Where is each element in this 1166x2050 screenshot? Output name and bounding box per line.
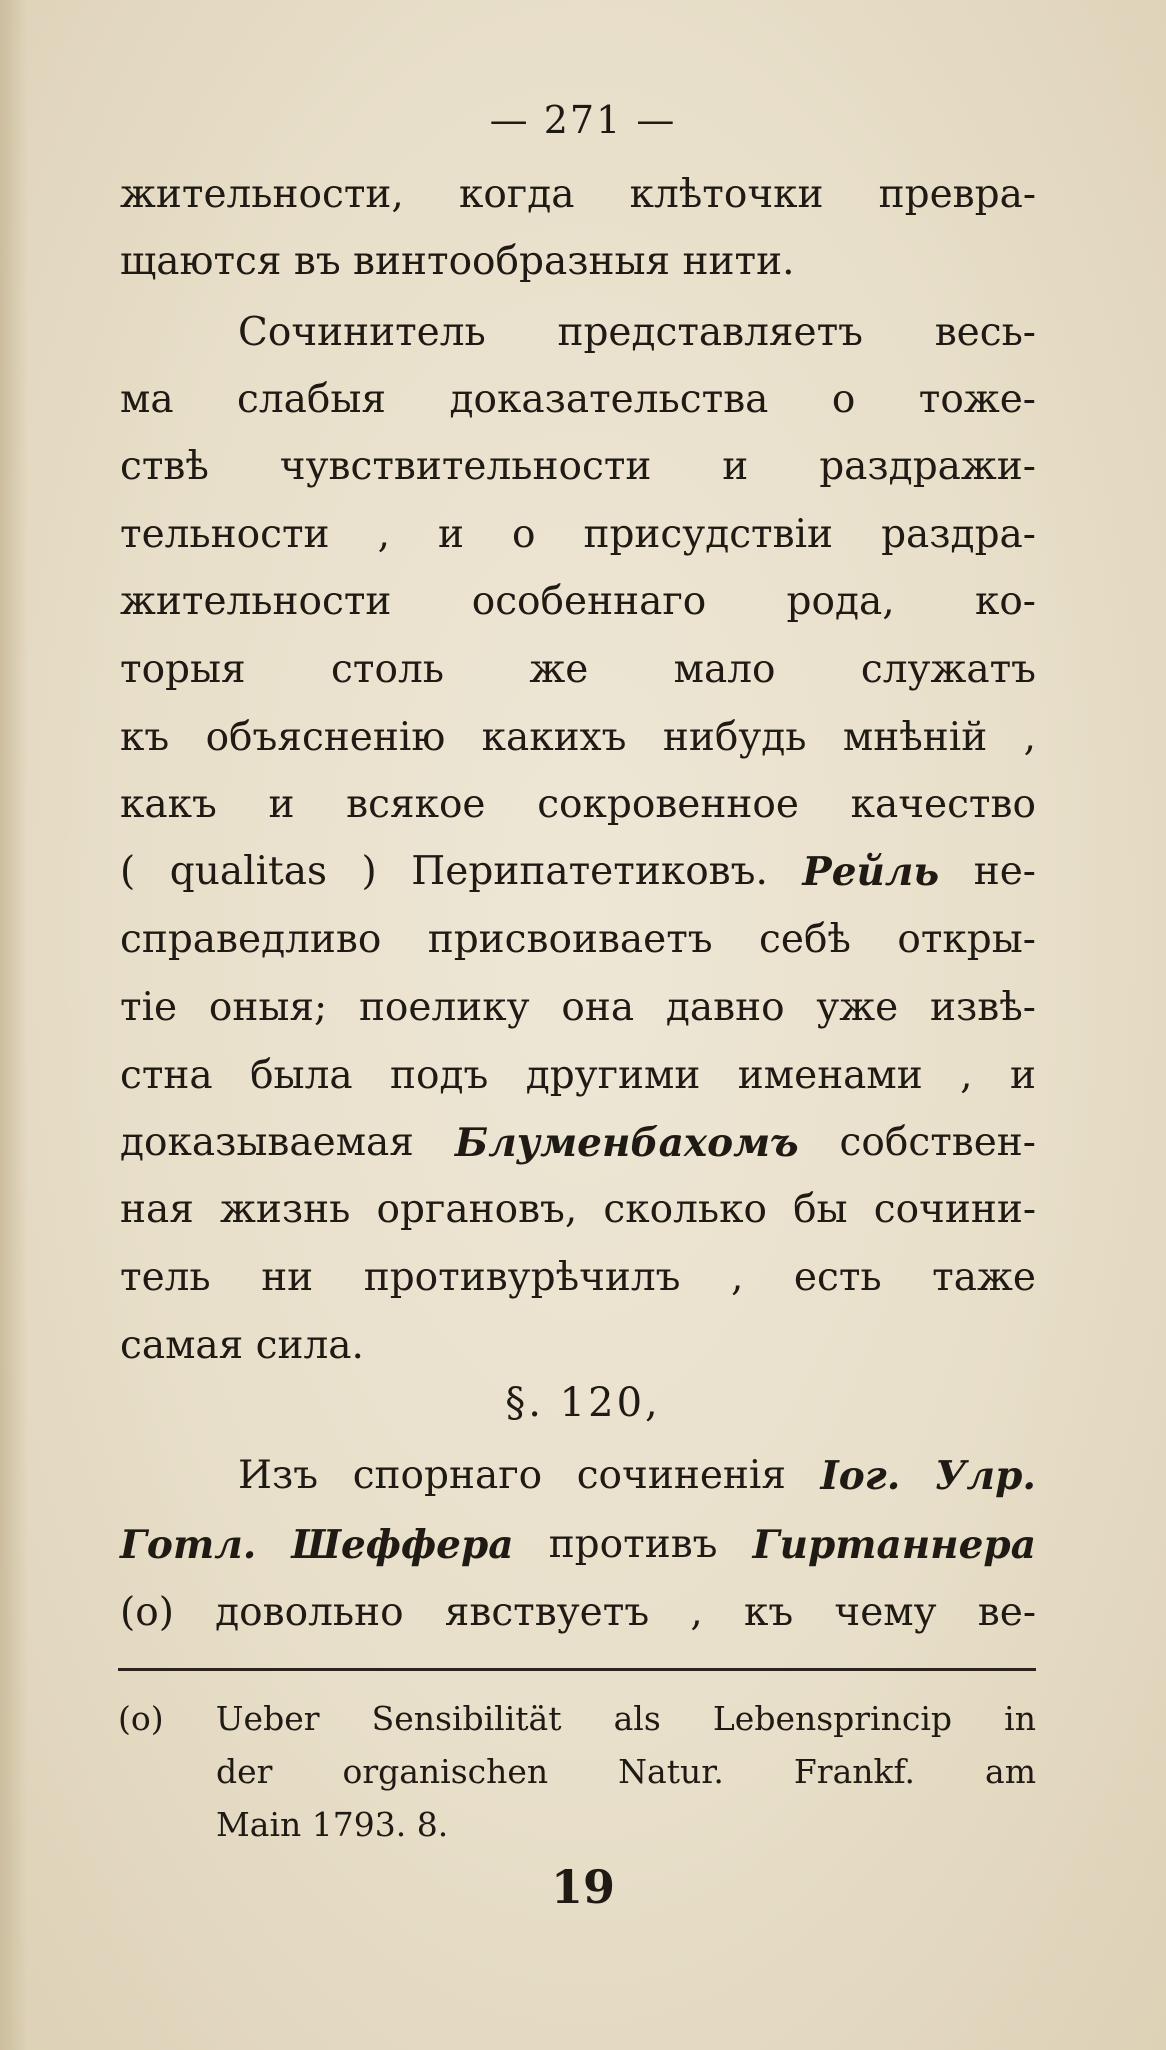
word: стна [120, 1053, 213, 1098]
text-line [120, 1515, 1036, 1575]
word: и [1009, 1053, 1036, 1098]
word: жительности, [120, 172, 404, 217]
word: представляетъ [557, 310, 863, 355]
word: , [377, 512, 390, 557]
word: органовъ, [376, 1187, 578, 1232]
word: слабыя [237, 377, 387, 422]
text-line [120, 370, 1036, 430]
word: чему [834, 1590, 937, 1635]
word: бы [793, 1187, 848, 1232]
word: , [1023, 715, 1036, 760]
text-line [120, 708, 1036, 768]
word: Гиртаннера [752, 1522, 1036, 1568]
word: жизнь [219, 1187, 351, 1232]
footnote-word: Ueber [215, 1699, 320, 1738]
word: особеннаго [471, 579, 707, 624]
text-line [120, 1046, 1036, 1106]
word: присвоиваетъ [427, 917, 713, 962]
word: раздра- [881, 512, 1036, 557]
word: нибудь [662, 715, 807, 760]
word: ствѣ [120, 444, 209, 489]
word: таже [932, 1255, 1036, 1300]
word: всякое [346, 782, 486, 827]
footnote-word: als [613, 1699, 661, 1738]
word: была [250, 1053, 353, 1098]
word: когда [458, 172, 575, 217]
word: мнѣній [842, 715, 988, 760]
word: есть [793, 1255, 882, 1300]
text-line [120, 437, 1036, 497]
footnote-word: der [216, 1752, 273, 1791]
word: (о) [120, 1590, 174, 1635]
word: извѣ- [930, 985, 1036, 1030]
word: сочиненія [576, 1453, 786, 1498]
word: присудствіи [583, 512, 834, 557]
word: клѣточки [629, 172, 824, 217]
word: о [831, 377, 856, 422]
word: сокровенное [537, 782, 799, 827]
word: поелику [358, 985, 530, 1030]
word: другими [525, 1053, 701, 1098]
word: уже [816, 985, 899, 1030]
word: торыя [120, 647, 246, 692]
text-line [120, 775, 1036, 835]
footnote-line [118, 1746, 1036, 1798]
footnote-word: Natur. [618, 1752, 724, 1791]
word: тоже- [918, 377, 1036, 422]
word: ко- [974, 579, 1036, 624]
footnote-word: organischen [342, 1752, 549, 1791]
word: ( [120, 849, 136, 894]
word: противурѣчилъ [363, 1255, 681, 1300]
word: столь [331, 647, 444, 692]
word: , [730, 1255, 744, 1300]
word: сколько [603, 1187, 767, 1232]
word: она [561, 985, 635, 1030]
footnote-line [118, 1693, 1036, 1745]
word: какихъ [481, 715, 627, 760]
text-line [120, 505, 1036, 565]
footnote-rule [118, 1668, 1036, 1671]
word: , [960, 1053, 973, 1098]
section-heading: §. 120, [505, 1380, 661, 1426]
word: давно [665, 985, 785, 1030]
text-line: щаются въ винтообразныя нити. [120, 239, 795, 284]
word: собствен- [839, 1120, 1036, 1165]
word: ная [120, 1187, 194, 1232]
word: ма [120, 377, 174, 422]
text-line [120, 1180, 1036, 1240]
text-line [120, 1446, 1036, 1506]
word: же [529, 647, 589, 692]
word: доказательства [449, 377, 769, 422]
word: Блуменбахомъ [454, 1120, 799, 1166]
text-line [120, 842, 1036, 902]
word: ) [361, 849, 377, 894]
word: къ [120, 715, 170, 760]
text-line [120, 978, 1036, 1038]
word: превра- [878, 172, 1036, 217]
text-line [120, 640, 1036, 700]
word: чувствительности [279, 444, 652, 489]
footnote-word: (o) [118, 1699, 164, 1738]
word: оныя; [208, 985, 328, 1030]
word: служатъ [860, 647, 1036, 692]
word: тельности [120, 512, 330, 557]
word: мало [673, 647, 776, 692]
word: не- [973, 849, 1036, 894]
word: сочини- [873, 1187, 1036, 1232]
word: именами [737, 1053, 923, 1098]
word: Сочинитель [238, 310, 486, 355]
footnote-word: Frankf. [793, 1752, 916, 1791]
text-line [120, 1248, 1036, 1308]
word: себѣ [759, 917, 851, 962]
word: Улр. [934, 1453, 1036, 1499]
word: доказываемая [120, 1120, 414, 1165]
word: къ [743, 1590, 794, 1635]
word: и [722, 444, 749, 489]
word: объясненію [205, 715, 446, 760]
text-line [120, 303, 1036, 363]
text-line [120, 165, 1036, 225]
footnote-word: in [1004, 1699, 1036, 1738]
text-line [120, 910, 1036, 970]
word: Готл. [120, 1522, 257, 1568]
word: какъ [120, 782, 217, 827]
word: qualitas [169, 849, 327, 894]
word: явствуетъ [444, 1590, 650, 1635]
page-edge-shadow [0, 0, 28, 2050]
word: тель [120, 1255, 211, 1300]
word: Шеффера [291, 1522, 514, 1568]
word: Рейль [802, 849, 940, 895]
page-number: — 271 — [489, 98, 677, 142]
footnote-word: am [985, 1752, 1036, 1791]
footnote-line: Main 1793. 8. [216, 1805, 449, 1844]
word: ве- [977, 1590, 1036, 1635]
word: весь- [934, 310, 1036, 355]
text-line [120, 572, 1036, 632]
word: подъ [390, 1053, 489, 1098]
word: качество [850, 782, 1036, 827]
word: Іог. [820, 1453, 901, 1499]
word: тіе [120, 985, 178, 1030]
signature-mark: 19 [550, 1860, 615, 1914]
word: раздражи- [819, 444, 1036, 489]
word: , [690, 1590, 703, 1635]
word: довольно [215, 1590, 404, 1635]
text-line [120, 1583, 1036, 1643]
footnote-word: Sensibilität [371, 1699, 562, 1738]
footnote-word: Lebensprincip [712, 1699, 953, 1738]
word: спорнаго [352, 1453, 543, 1498]
word: о [511, 512, 536, 557]
word: Перипатетиковъ. [411, 849, 768, 894]
word: Изъ [238, 1453, 319, 1498]
word: и [268, 782, 295, 827]
text-line: самая сила. [120, 1323, 364, 1368]
word: жительности [120, 579, 392, 624]
text-line [120, 1113, 1036, 1173]
word: и [437, 512, 464, 557]
word: справедливо [120, 917, 382, 962]
word: рода, [786, 579, 895, 624]
word: откры- [897, 917, 1036, 962]
word: ни [261, 1255, 314, 1300]
word: противъ [548, 1522, 718, 1567]
